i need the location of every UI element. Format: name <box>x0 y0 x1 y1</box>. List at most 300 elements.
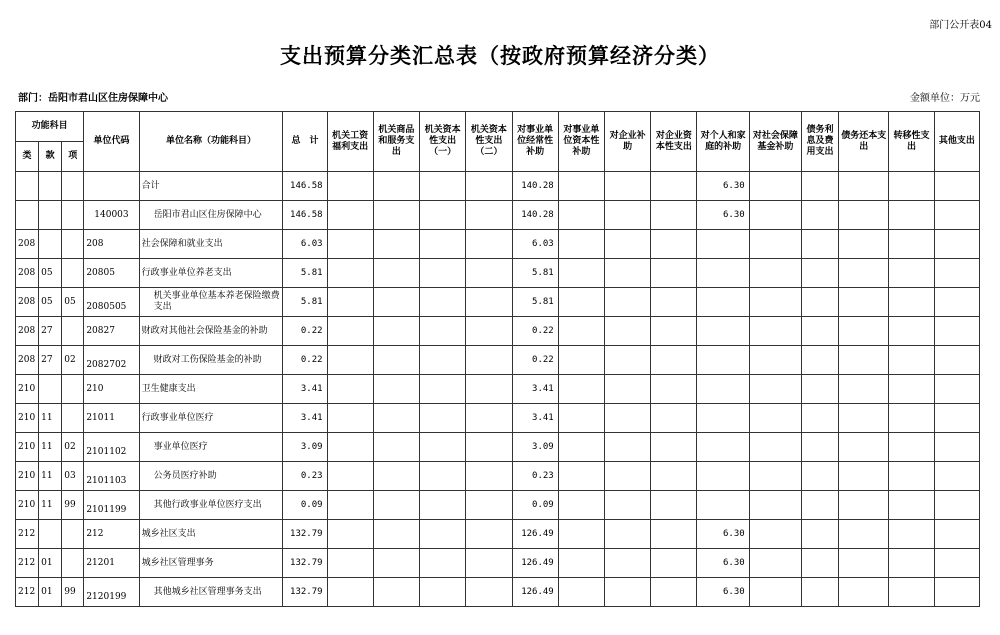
header-c1: 机关工资福利支出 <box>327 112 373 172</box>
cell-c7 <box>604 346 650 375</box>
cell-c6 <box>558 172 604 201</box>
cell-c10 <box>749 288 801 317</box>
cell-c12 <box>839 172 889 201</box>
amount-unit-label: 金额单位：万元 <box>910 93 980 104</box>
cell-c12 <box>839 433 889 462</box>
cell-code: 208 <box>84 230 139 259</box>
cell-c1 <box>327 317 373 346</box>
cell-lei <box>16 201 39 230</box>
cell-c10 <box>749 578 801 607</box>
cell-c10 <box>749 462 801 491</box>
cell-c11 <box>801 230 838 259</box>
cell-c2 <box>373 288 419 317</box>
cell-c10 <box>749 259 801 288</box>
table-row <box>16 549 980 578</box>
cell-c11 <box>801 375 838 404</box>
cell-c2 <box>373 259 419 288</box>
table-row <box>16 317 980 346</box>
cell-c3 <box>420 578 466 607</box>
cell-kuan <box>39 230 62 259</box>
cell-c6 <box>558 375 604 404</box>
header-c7: 对企业补助 <box>604 112 650 172</box>
header-c9: 对个人和家庭的补助 <box>697 112 749 172</box>
cell-c6 <box>558 433 604 462</box>
cell-c11 <box>801 520 838 549</box>
cell-kuan <box>39 520 62 549</box>
cell-c9: 6.30 <box>697 201 749 230</box>
cell-c1 <box>327 288 373 317</box>
cell-c14 <box>934 578 979 607</box>
header-unit-code: 单位代码 <box>84 112 139 172</box>
cell-c1 <box>327 462 373 491</box>
cell-code: 140003 <box>84 201 139 230</box>
cell-xiang <box>62 520 84 549</box>
cell-c8 <box>651 259 697 288</box>
cell-c14 <box>934 404 979 433</box>
cell-c14 <box>934 375 979 404</box>
cell-lei: 212 <box>16 549 39 578</box>
cell-c2 <box>373 549 419 578</box>
cell-kuan <box>39 375 62 404</box>
cell-c7 <box>604 317 650 346</box>
cell-lei <box>16 172 39 201</box>
cell-c4 <box>466 433 512 462</box>
cell-xiang <box>62 375 84 404</box>
cell-c12 <box>839 462 889 491</box>
department-label: 部门：岳阳市君山区住房保障中心 <box>18 93 168 104</box>
cell-c6 <box>558 549 604 578</box>
cell-c1 <box>327 578 373 607</box>
cell-c8 <box>651 462 697 491</box>
cell-c1 <box>327 549 373 578</box>
cell-c5: 0.22 <box>512 346 558 375</box>
cell-c9: 6.30 <box>697 172 749 201</box>
cell-c2 <box>373 520 419 549</box>
cell-c3 <box>420 549 466 578</box>
cell-c7 <box>604 375 650 404</box>
cell-c14 <box>934 317 979 346</box>
cell-c6 <box>558 520 604 549</box>
cell-c14 <box>934 288 979 317</box>
cell-c6 <box>558 288 604 317</box>
cell-xiang: 03 <box>62 462 84 491</box>
cell-c11 <box>801 259 838 288</box>
cell-c8 <box>651 201 697 230</box>
cell-total: 6.03 <box>283 230 327 259</box>
cell-kuan <box>39 172 62 201</box>
cell-xiang <box>62 230 84 259</box>
cell-c13 <box>889 404 934 433</box>
cell-c7 <box>604 259 650 288</box>
cell-c4 <box>466 317 512 346</box>
cell-c5: 0.23 <box>512 462 558 491</box>
cell-c14 <box>934 346 979 375</box>
cell-total: 3.09 <box>283 433 327 462</box>
cell-c6 <box>558 404 604 433</box>
cell-c13 <box>889 578 934 607</box>
cell-c11 <box>801 462 838 491</box>
cell-xiang <box>62 201 84 230</box>
cell-c13 <box>889 230 934 259</box>
cell-c7 <box>604 288 650 317</box>
cell-c6 <box>558 491 604 520</box>
cell-xiang: 05 <box>62 288 84 317</box>
cell-c14 <box>934 491 979 520</box>
cell-name: 岳阳市君山区住房保障中心 <box>139 201 283 230</box>
cell-c7 <box>604 491 650 520</box>
cell-c9: 6.30 <box>697 549 749 578</box>
cell-c2 <box>373 491 419 520</box>
cell-c13 <box>889 433 934 462</box>
cell-code: 2101102 <box>84 433 139 462</box>
cell-c10 <box>749 433 801 462</box>
cell-xiang <box>62 259 84 288</box>
cell-c14 <box>934 462 979 491</box>
cell-c3 <box>420 172 466 201</box>
cell-xiang: 99 <box>62 491 84 520</box>
cell-total: 132.79 <box>283 520 327 549</box>
cell-total: 3.41 <box>283 375 327 404</box>
cell-c5: 3.41 <box>512 375 558 404</box>
cell-c3 <box>420 317 466 346</box>
cell-c10 <box>749 346 801 375</box>
cell-c1 <box>327 346 373 375</box>
cell-c4 <box>466 549 512 578</box>
cell-name: 事业单位医疗 <box>139 433 283 462</box>
cell-c3 <box>420 404 466 433</box>
cell-c1 <box>327 375 373 404</box>
cell-c10 <box>749 520 801 549</box>
cell-c12 <box>839 346 889 375</box>
table-row <box>16 230 980 259</box>
cell-lei: 210 <box>16 462 39 491</box>
cell-c10 <box>749 549 801 578</box>
cell-c4 <box>466 172 512 201</box>
header-c11: 债务利息及费用支出 <box>801 112 838 172</box>
cell-kuan: 11 <box>39 462 62 491</box>
cell-code: 21011 <box>84 404 139 433</box>
cell-c8 <box>651 520 697 549</box>
cell-code: 2080505 <box>84 288 139 317</box>
cell-c8 <box>651 404 697 433</box>
header-func-subject: 功能科目 <box>16 112 84 142</box>
cell-lei: 210 <box>16 375 39 404</box>
cell-c7 <box>604 462 650 491</box>
cell-c6 <box>558 230 604 259</box>
cell-c9 <box>697 288 749 317</box>
cell-c10 <box>749 317 801 346</box>
cell-name: 城乡社区管理事务 <box>139 549 283 578</box>
cell-c10 <box>749 172 801 201</box>
table-row <box>16 259 980 288</box>
cell-c2 <box>373 230 419 259</box>
cell-c2 <box>373 346 419 375</box>
table-row <box>16 491 980 520</box>
cell-code: 2101199 <box>84 491 139 520</box>
cell-c5: 126.49 <box>512 520 558 549</box>
table-row <box>16 520 980 549</box>
table-row <box>16 288 980 317</box>
cell-code: 20805 <box>84 259 139 288</box>
cell-c12 <box>839 578 889 607</box>
cell-c8 <box>651 549 697 578</box>
cell-c6 <box>558 259 604 288</box>
cell-xiang <box>62 317 84 346</box>
header-c10: 对社会保障基金补助 <box>749 112 801 172</box>
cell-c2 <box>373 404 419 433</box>
cell-c5: 3.09 <box>512 433 558 462</box>
header-c3: 机关资本性支出（一） <box>420 112 466 172</box>
cell-name: 财政对其他社会保险基金的补助 <box>139 317 283 346</box>
cell-c14 <box>934 201 979 230</box>
cell-c13 <box>889 520 934 549</box>
cell-c14 <box>934 433 979 462</box>
cell-kuan <box>39 201 62 230</box>
cell-name: 社会保障和就业支出 <box>139 230 283 259</box>
cell-xiang <box>62 404 84 433</box>
cell-name: 机关事业单位基本养老保险缴费支出 <box>139 288 283 317</box>
cell-c13 <box>889 346 934 375</box>
cell-c6 <box>558 317 604 346</box>
cell-total: 132.79 <box>283 578 327 607</box>
cell-lei: 212 <box>16 578 39 607</box>
header-c2: 机关商品和服务支出 <box>373 112 419 172</box>
cell-lei: 208 <box>16 259 39 288</box>
cell-c1 <box>327 230 373 259</box>
cell-c5: 5.81 <box>512 259 558 288</box>
cell-c6 <box>558 578 604 607</box>
cell-total: 0.23 <box>283 462 327 491</box>
cell-code <box>84 172 139 201</box>
cell-c11 <box>801 404 838 433</box>
cell-c10 <box>749 404 801 433</box>
cell-total: 5.81 <box>283 288 327 317</box>
cell-total: 0.09 <box>283 491 327 520</box>
cell-xiang <box>62 172 84 201</box>
cell-c4 <box>466 462 512 491</box>
cell-c4 <box>466 404 512 433</box>
table-row <box>16 346 980 375</box>
cell-c1 <box>327 201 373 230</box>
cell-c2 <box>373 462 419 491</box>
cell-c12 <box>839 317 889 346</box>
header-c13: 转移性支出 <box>889 112 934 172</box>
table-row <box>16 375 980 404</box>
cell-c3 <box>420 462 466 491</box>
cell-c9 <box>697 259 749 288</box>
cell-c8 <box>651 230 697 259</box>
table-row <box>16 433 980 462</box>
cell-kuan: 05 <box>39 288 62 317</box>
cell-code: 2082702 <box>84 346 139 375</box>
cell-c3 <box>420 433 466 462</box>
cell-c7 <box>604 201 650 230</box>
cell-kuan: 01 <box>39 549 62 578</box>
cell-c5: 140.28 <box>512 201 558 230</box>
cell-code: 2101103 <box>84 462 139 491</box>
cell-c9 <box>697 230 749 259</box>
cell-kuan: 11 <box>39 404 62 433</box>
cell-code: 210 <box>84 375 139 404</box>
cell-c9 <box>697 491 749 520</box>
cell-code: 20827 <box>84 317 139 346</box>
cell-lei: 208 <box>16 288 39 317</box>
table-ref-number: 部门公开表04 <box>929 20 992 31</box>
cell-name: 其他行政事业单位医疗支出 <box>139 491 283 520</box>
cell-name: 卫生健康支出 <box>139 375 283 404</box>
cell-c3 <box>420 230 466 259</box>
cell-c4 <box>466 201 512 230</box>
cell-c5: 126.49 <box>512 578 558 607</box>
cell-total: 3.41 <box>283 404 327 433</box>
cell-c14 <box>934 230 979 259</box>
cell-total: 5.81 <box>283 259 327 288</box>
cell-kuan: 11 <box>39 433 62 462</box>
cell-c3 <box>420 201 466 230</box>
table-row <box>16 578 980 607</box>
header-c5: 对事业单位经常性补助 <box>512 112 558 172</box>
cell-c10 <box>749 375 801 404</box>
cell-code: 21201 <box>84 549 139 578</box>
cell-kuan: 05 <box>39 259 62 288</box>
cell-c1 <box>327 404 373 433</box>
cell-xiang <box>62 549 84 578</box>
cell-c10 <box>749 230 801 259</box>
table-row <box>16 462 980 491</box>
cell-c9 <box>697 404 749 433</box>
cell-c8 <box>651 491 697 520</box>
cell-c4 <box>466 288 512 317</box>
cell-c13 <box>889 201 934 230</box>
cell-total: 0.22 <box>283 317 327 346</box>
cell-c8 <box>651 288 697 317</box>
cell-name: 其他城乡社区管理事务支出 <box>139 578 283 607</box>
cell-c1 <box>327 259 373 288</box>
cell-c8 <box>651 346 697 375</box>
cell-c12 <box>839 375 889 404</box>
cell-c13 <box>889 491 934 520</box>
cell-c9 <box>697 346 749 375</box>
table-row <box>16 172 980 201</box>
cell-code: 212 <box>84 520 139 549</box>
cell-c14 <box>934 549 979 578</box>
cell-c11 <box>801 549 838 578</box>
cell-c9: 6.30 <box>697 520 749 549</box>
cell-c5: 5.81 <box>512 288 558 317</box>
cell-c13 <box>889 288 934 317</box>
cell-name: 城乡社区支出 <box>139 520 283 549</box>
cell-c3 <box>420 346 466 375</box>
cell-c14 <box>934 520 979 549</box>
cell-c8 <box>651 172 697 201</box>
cell-c9 <box>697 317 749 346</box>
cell-c12 <box>839 549 889 578</box>
cell-c2 <box>373 375 419 404</box>
cell-total: 132.79 <box>283 549 327 578</box>
cell-c1 <box>327 491 373 520</box>
cell-c13 <box>889 172 934 201</box>
header-kuan: 款 <box>39 142 62 172</box>
cell-c13 <box>889 549 934 578</box>
cell-c14 <box>934 259 979 288</box>
cell-c12 <box>839 491 889 520</box>
cell-c11 <box>801 317 838 346</box>
cell-c14 <box>934 172 979 201</box>
cell-c12 <box>839 230 889 259</box>
cell-c13 <box>889 462 934 491</box>
cell-c5: 126.49 <box>512 549 558 578</box>
cell-c6 <box>558 201 604 230</box>
cell-xiang: 99 <box>62 578 84 607</box>
cell-c3 <box>420 375 466 404</box>
cell-c12 <box>839 259 889 288</box>
cell-c3 <box>420 288 466 317</box>
cell-c11 <box>801 288 838 317</box>
cell-c1 <box>327 520 373 549</box>
cell-lei: 208 <box>16 346 39 375</box>
cell-name: 公务员医疗补助 <box>139 462 283 491</box>
cell-lei: 208 <box>16 230 39 259</box>
cell-c7 <box>604 404 650 433</box>
cell-total: 0.22 <box>283 346 327 375</box>
cell-c9 <box>697 375 749 404</box>
cell-c5: 6.03 <box>512 230 558 259</box>
cell-name: 财政对工伤保险基金的补助 <box>139 346 283 375</box>
cell-c3 <box>420 520 466 549</box>
cell-c11 <box>801 172 838 201</box>
cell-c4 <box>466 230 512 259</box>
cell-c13 <box>889 375 934 404</box>
cell-c2 <box>373 433 419 462</box>
cell-c10 <box>749 201 801 230</box>
cell-name: 行政事业单位医疗 <box>139 404 283 433</box>
cell-total: 146.58 <box>283 172 327 201</box>
cell-c8 <box>651 317 697 346</box>
cell-c6 <box>558 462 604 491</box>
cell-c5: 140.28 <box>512 172 558 201</box>
cell-xiang: 02 <box>62 433 84 462</box>
cell-c11 <box>801 346 838 375</box>
cell-c12 <box>839 288 889 317</box>
cell-c8 <box>651 375 697 404</box>
cell-name: 合计 <box>139 172 283 201</box>
cell-c4 <box>466 491 512 520</box>
header-total: 总 计 <box>283 112 327 172</box>
cell-c7 <box>604 172 650 201</box>
cell-name: 行政事业单位养老支出 <box>139 259 283 288</box>
cell-c2 <box>373 578 419 607</box>
cell-c2 <box>373 317 419 346</box>
cell-c12 <box>839 201 889 230</box>
cell-lei: 212 <box>16 520 39 549</box>
cell-c11 <box>801 201 838 230</box>
cell-c12 <box>839 404 889 433</box>
cell-c3 <box>420 491 466 520</box>
cell-kuan: 27 <box>39 346 62 375</box>
cell-c4 <box>466 375 512 404</box>
cell-c11 <box>801 491 838 520</box>
cell-c7 <box>604 433 650 462</box>
header-c4: 机关资本性支出（二） <box>466 112 512 172</box>
table-row <box>16 201 980 230</box>
cell-lei: 208 <box>16 317 39 346</box>
cell-c7 <box>604 230 650 259</box>
cell-c4 <box>466 259 512 288</box>
cell-total: 146.58 <box>283 201 327 230</box>
cell-lei: 210 <box>16 491 39 520</box>
cell-c4 <box>466 520 512 549</box>
cell-c5: 0.09 <box>512 491 558 520</box>
